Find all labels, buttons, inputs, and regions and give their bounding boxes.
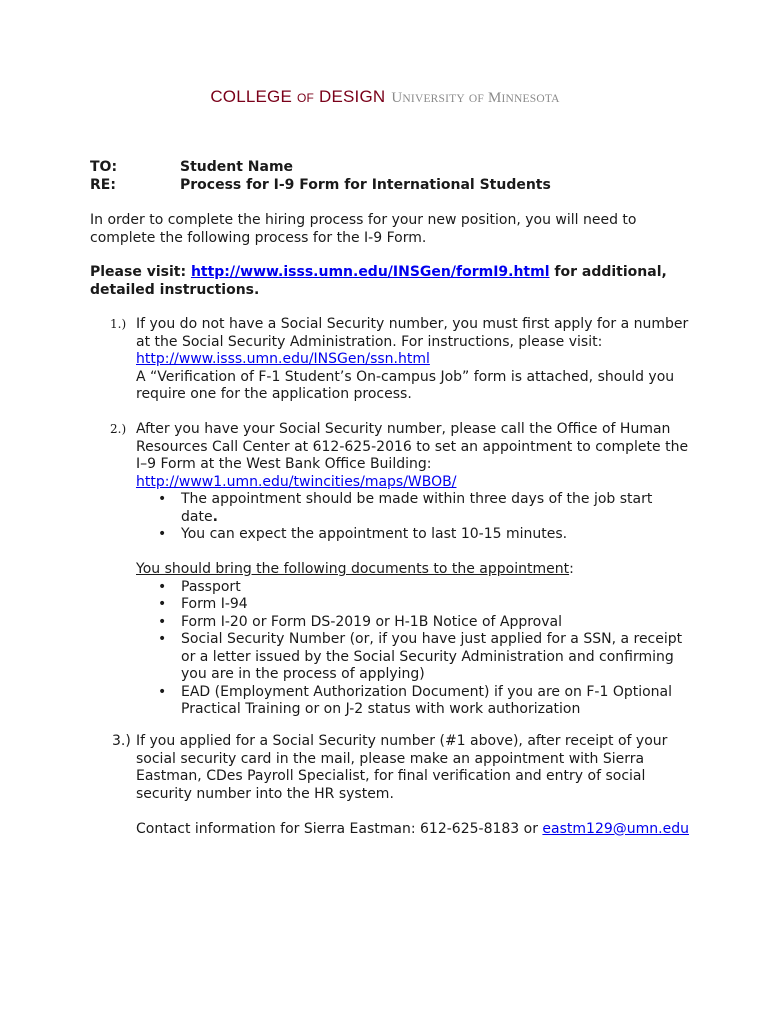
- contact-text: Contact information for Sierra Eastman: 612-625-8183 or: [136, 820, 543, 837]
- memo-to-row: [90, 159, 710, 177]
- memo-re-row: [90, 177, 710, 195]
- documents-heading-text: You should bring the following documents to the appointment: [136, 561, 570, 577]
- form-i9-link[interactable]: http://www.isss.umn.edu/INSGen/formI9.html: [190, 264, 550, 280]
- list-item: • Form I-20 or Form DS-2019 or H-1B Notice of Approval: [136, 614, 690, 632]
- contact-line: [136, 821, 690, 839]
- wbob-map-link[interactable]: http://www1.umn.edu/twincities/maps/WBOB/: [136, 473, 457, 490]
- visit-paragraph: [90, 264, 690, 299]
- email-link[interactable]: eastm129@umn.edu: [542, 820, 689, 837]
- memo-header: [90, 159, 710, 194]
- step-1: [90, 316, 690, 404]
- step-3-text: If you applied for a Social Security number (#1 above), after receipt of your social security card in the mail, please make an appointment with Sierra Eastman, CDes Payroll Specialist, for final verification and entry of social security number into the HR system.: [136, 733, 668, 802]
- documents-heading-colon: :: [569, 561, 574, 577]
- step-2: [90, 421, 690, 719]
- letterhead: [0, 88, 770, 109]
- university-of-minnesota-logo: UNIVERSITY OF MINNESOTA: [391, 90, 560, 106]
- step-2-text: [136, 421, 690, 491]
- step-2-instructions: After you have your Social Security number, please call the Office of Human Resources Call Center at 612-625-2016 to set an appointment to complete the I–9 Form at the West Bank Office Building:: [136, 421, 689, 472]
- bullet-period: .: [212, 508, 218, 525]
- appointment-bullets: [136, 491, 690, 544]
- list-item: • You can expect the appointment to last 10-15 minutes.: [136, 526, 690, 544]
- step-1-instructions: If you do not have a Social Security number, you must first apply for a number at the Social Security Administration. For instructions, please visit:: [136, 316, 689, 350]
- step-1-note: A “Verification of F-1 Student’s On-campus Job” form is attached, should you require one for the application process.: [136, 368, 675, 402]
- ssn-link[interactable]: http://www.isss.umn.edu/INSGen/ssn.html: [136, 351, 430, 367]
- step-3-number: 3.): [112, 733, 131, 749]
- list-item: • EAD (Employment Authorization Document) if you are on F-1 Optional Practical Training or on J-2 status with work authorization: [136, 684, 690, 719]
- step-1-text: [136, 316, 690, 369]
- documents-list: [136, 579, 690, 719]
- list-item: [136, 491, 690, 526]
- documents-heading: [136, 561, 690, 579]
- list-item: • Form I-94: [136, 596, 690, 614]
- visit-tail: for additional, detailed instructions.: [90, 264, 667, 298]
- bullet-text: The appointment should be made within three days of the job start date: [181, 491, 653, 525]
- step-1-number: 1.): [110, 317, 127, 331]
- step-2-number: 2.): [110, 422, 127, 436]
- memo-to-label: TO:: [90, 159, 118, 175]
- list-item: • Social Security Number (or, if you have just applied for a SSN, a receipt or a letter issued by the Social Security Administration and confirming you are in the process of applying): [136, 631, 690, 684]
- intro-paragraph: In order to complete the hiring process for your new position, you will need to complete the following process for the I-9 Form.: [90, 212, 637, 246]
- list-item: • Passport: [136, 579, 690, 597]
- memo-to-value: Student Name: [180, 159, 294, 175]
- step-3: [90, 733, 690, 838]
- college-of-design-logo: COLLEGE OF DESIGN: [210, 87, 386, 106]
- visit-lead: Please visit:: [90, 264, 191, 280]
- memo-re-value: Process for I-9 Form for International Students: [180, 176, 551, 193]
- memo-re-label: RE:: [90, 176, 116, 193]
